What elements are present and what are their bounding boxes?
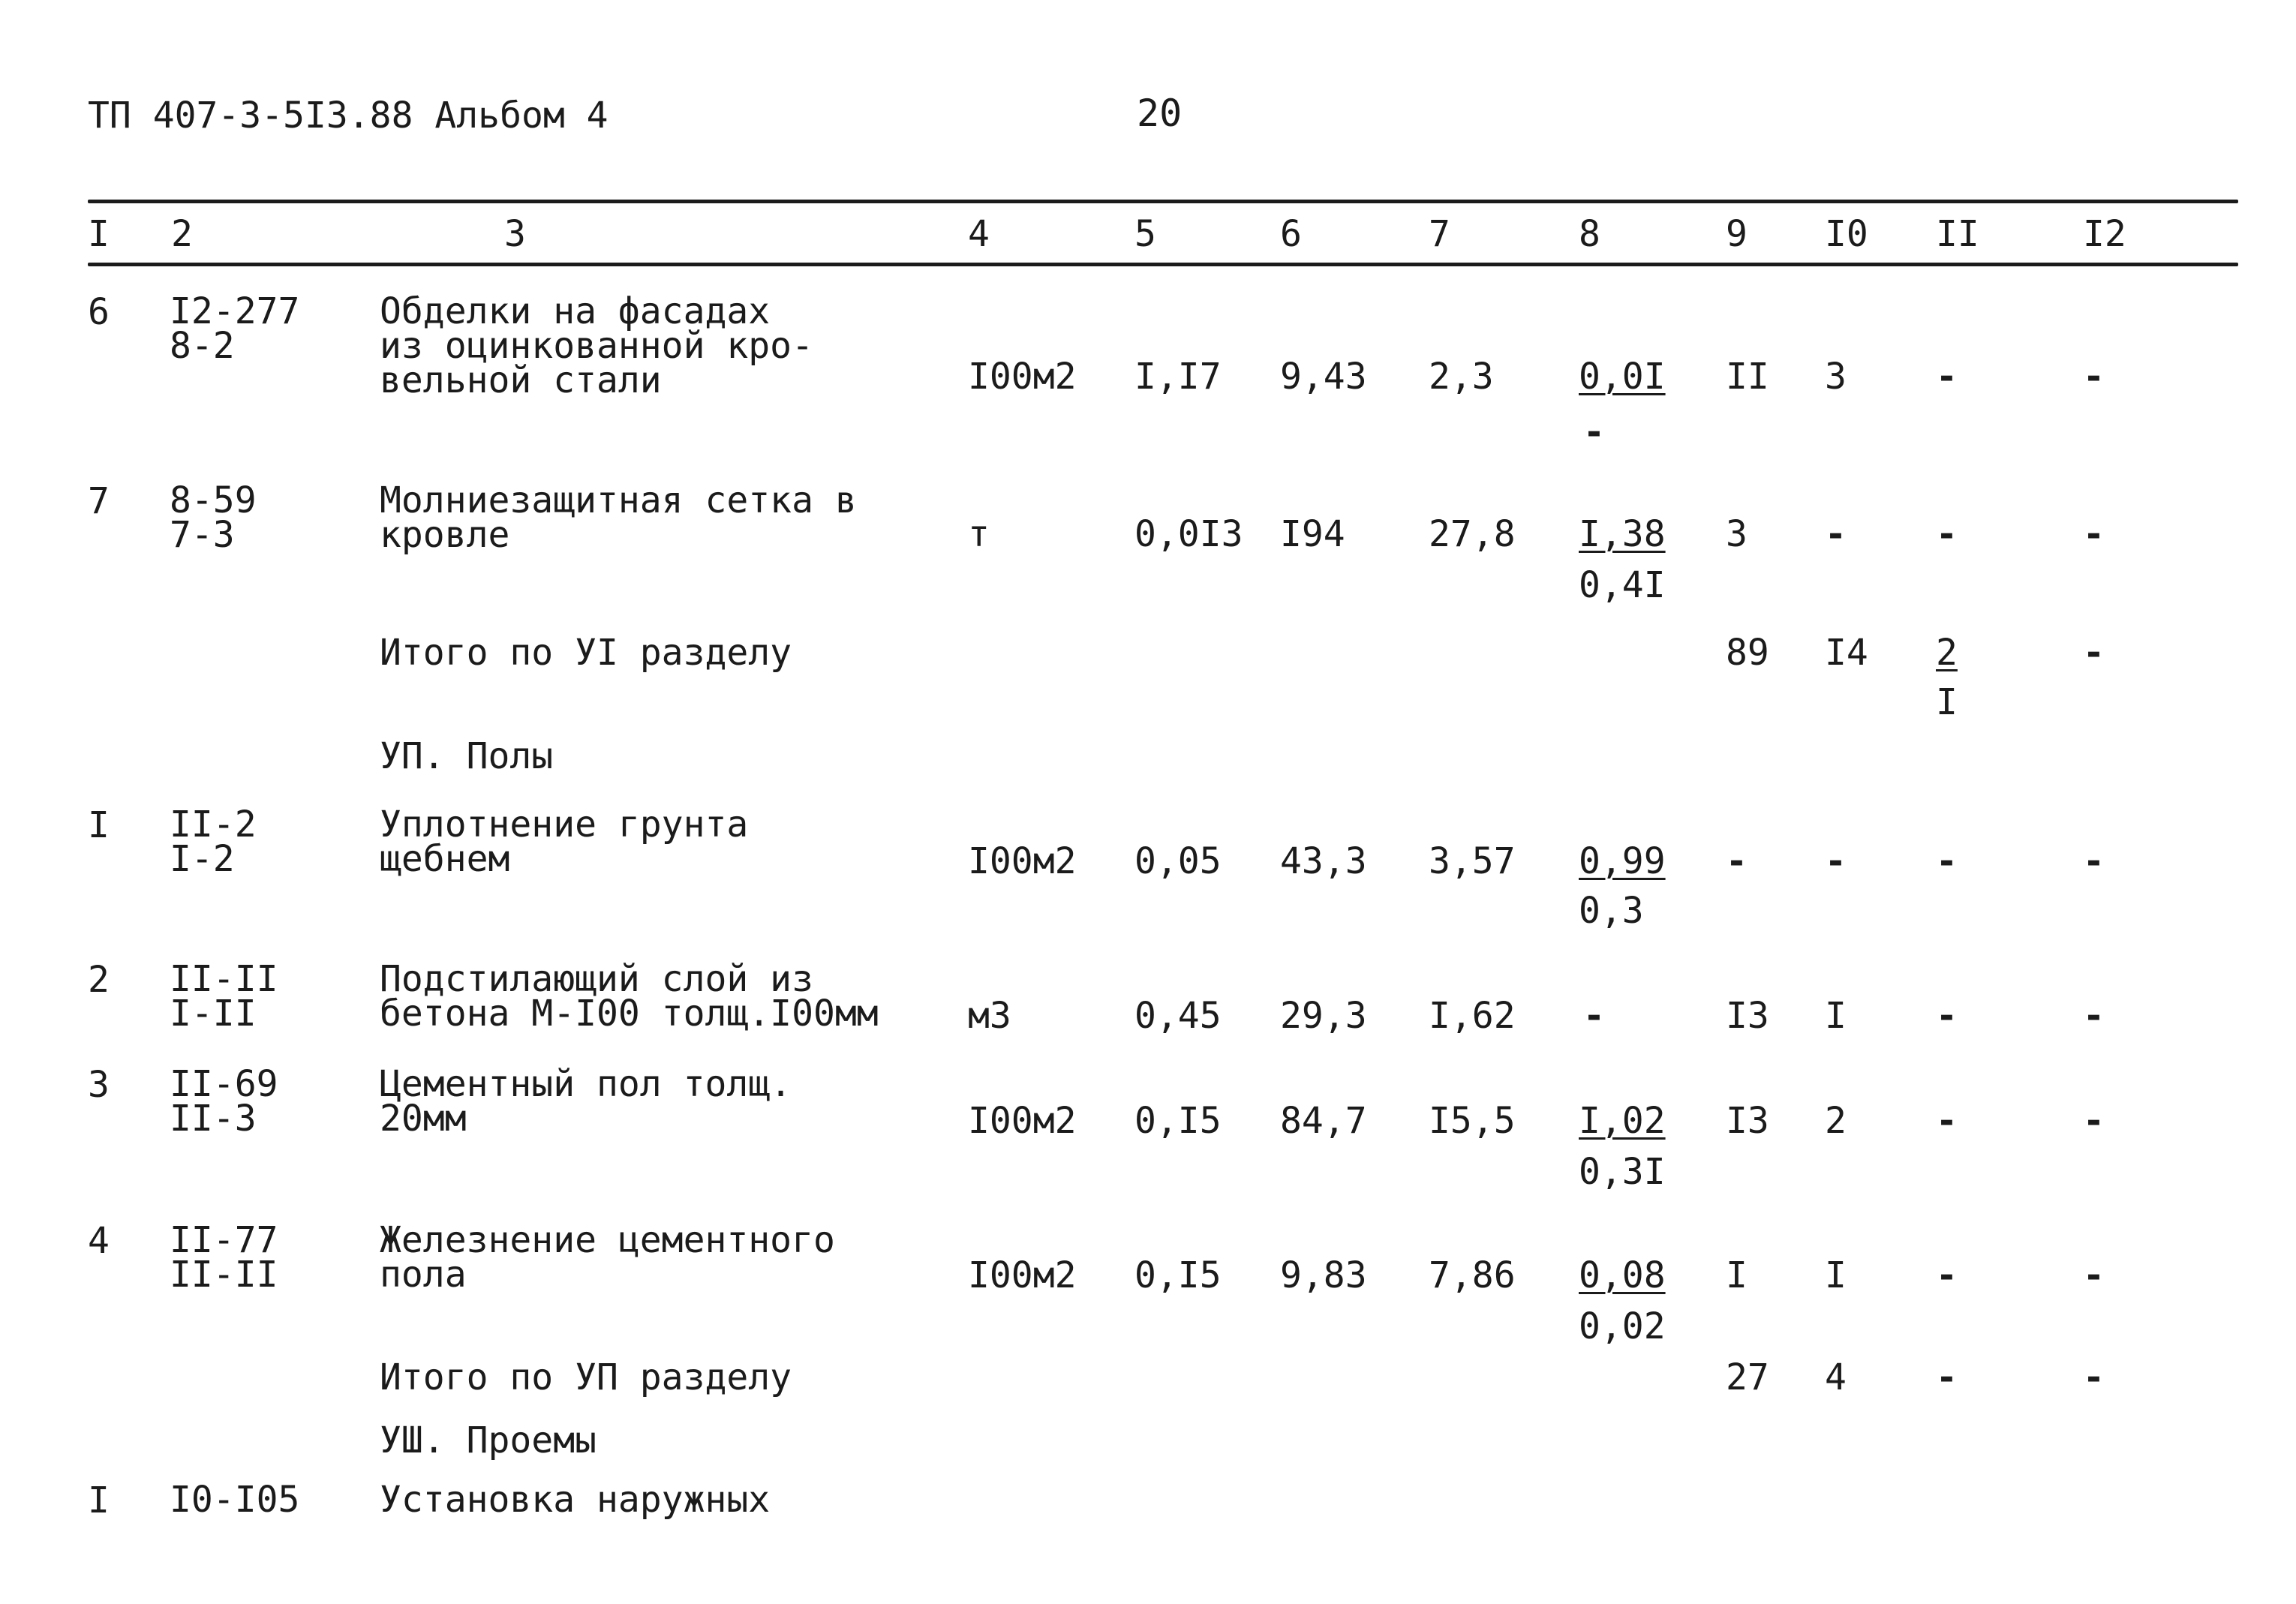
cell-12: - (2083, 995, 2105, 1037)
cell-6: 84,7 (1280, 1100, 1367, 1142)
cell-11: - (1936, 1100, 1958, 1142)
column-header: 7 (1429, 213, 1450, 255)
cell-11: - (1936, 995, 1958, 1037)
cell-8-top: 0,08 (1579, 1254, 1666, 1296)
row-number: 4 (88, 1220, 110, 1262)
unit: т (968, 513, 990, 555)
table-top-rule (88, 200, 2238, 203)
cell-9: I (1726, 1254, 1748, 1296)
cell-11: - (1936, 840, 1958, 882)
cell-12: - (2083, 840, 2105, 882)
cell-12: - (2083, 1254, 2105, 1296)
cell-5: 0,I5 (1134, 1100, 1222, 1142)
section-heading: УШ. Проемы (380, 1419, 597, 1461)
cell-5: I,I7 (1134, 356, 1222, 398)
cell-11: - (1936, 1356, 1958, 1398)
unit: I00м2 (968, 1100, 1077, 1142)
norm-code: II-77 II-II (170, 1219, 278, 1296)
cell-11-bottom: I (1936, 681, 1958, 723)
cell-8-top: 0,0I (1579, 356, 1666, 398)
column-header: 8 (1579, 213, 1600, 255)
cell-9: I3 (1726, 1100, 1769, 1142)
work-name: Уплотнение грунта щебнем (380, 804, 749, 880)
cell-9: II (1726, 356, 1769, 398)
cell-6: 9,43 (1280, 356, 1367, 398)
cell-6: 9,83 (1280, 1254, 1367, 1296)
norm-code: I2-277 8-2 (170, 290, 300, 367)
cell-9: - (1726, 840, 1748, 882)
cell-10: - (1825, 840, 1847, 882)
column-header: 2 (171, 213, 193, 255)
cell-7: 7,86 (1429, 1254, 1516, 1296)
cell-10: - (1825, 513, 1847, 555)
column-header: 9 (1726, 213, 1748, 255)
cell-10: I (1825, 1254, 1847, 1296)
work-name: Цементный пол толщ. 20мм (380, 1063, 792, 1140)
work-name: Установка наружных (380, 1479, 771, 1521)
cell-7: 2,3 (1429, 356, 1494, 398)
unit: I00м2 (968, 356, 1077, 398)
work-name: Железнение цементного пола (380, 1219, 835, 1296)
cell-9: 89 (1726, 632, 1769, 674)
cell-5: 0,05 (1134, 840, 1222, 882)
row-number: 2 (88, 959, 110, 1001)
cell-9: 27 (1726, 1356, 1769, 1398)
cell-10: 4 (1825, 1356, 1847, 1398)
cell-11-top: 2 (1936, 632, 1958, 674)
norm-code: I0-I05 (170, 1479, 300, 1521)
cell-8-top: I,38 (1579, 513, 1666, 555)
norm-code: II-2 I-2 (170, 804, 257, 880)
column-header: 4 (968, 213, 990, 255)
row-number: 6 (88, 291, 110, 333)
row-number: I (88, 804, 110, 846)
column-header: 3 (504, 213, 526, 255)
cell-12: - (2083, 356, 2105, 398)
cell-12: - (2083, 513, 2105, 555)
row-number: 3 (88, 1064, 110, 1106)
cell-12: - (2083, 1100, 2105, 1142)
cell-6: 29,3 (1280, 995, 1367, 1037)
cell-10: I4 (1825, 632, 1868, 674)
row-number: 7 (88, 480, 110, 522)
column-header: I (88, 213, 110, 255)
cell-8-bottom: - (1583, 411, 1605, 453)
row-number: I (88, 1479, 110, 1521)
column-header: 6 (1280, 213, 1302, 255)
cell-11: - (1936, 1254, 1958, 1296)
norm-code: II-II I-II (170, 958, 278, 1035)
unit: I00м2 (968, 1254, 1077, 1296)
cell-10: 2 (1825, 1100, 1847, 1142)
work-name: Молниезащитная сетка в кровле (380, 479, 857, 556)
cell-10: I (1825, 995, 1847, 1037)
cell-7: 3,57 (1429, 840, 1516, 882)
cell-9: 3 (1726, 513, 1748, 555)
column-header: II (1936, 213, 1979, 255)
work-name: Подстилающий слой из бетона М-I00 толщ.I00мм (380, 958, 879, 1035)
document-code: ТП 407-3-5I3.88 Альбом 4 (88, 95, 609, 137)
cell-11: - (1936, 513, 1958, 555)
cell-11: - (1936, 356, 1958, 398)
cell-12: - (2083, 1356, 2105, 1398)
cell-10: 3 (1825, 356, 1847, 398)
cell-6: 43,3 (1280, 840, 1367, 882)
cell-7: I5,5 (1429, 1100, 1516, 1142)
column-header: 5 (1134, 213, 1156, 255)
norm-code: 8-59 7-3 (170, 479, 257, 556)
work-name: Обделки на фасадах из оцинкованной кро- вельной стали (380, 290, 813, 401)
column-header: I0 (1825, 213, 1868, 255)
total-label: Итого по УI разделу (380, 632, 792, 674)
unit: I00м2 (968, 840, 1077, 882)
cell-8-top: I,02 (1579, 1100, 1666, 1142)
norm-code: II-69 II-3 (170, 1063, 278, 1140)
cell-6: I94 (1280, 513, 1345, 555)
cell-7: 27,8 (1429, 513, 1516, 555)
cell-5: 0,45 (1134, 995, 1222, 1037)
cell-8-top: 0,99 (1579, 840, 1666, 882)
cell-5: 0,0I3 (1134, 513, 1243, 555)
cell-12: - (2083, 632, 2105, 674)
table-header-rule (88, 263, 2238, 266)
total-label: Итого по УП разделу (380, 1356, 792, 1398)
cell-7: I,62 (1429, 995, 1516, 1037)
cell-5: 0,I5 (1134, 1254, 1222, 1296)
page-number: 20 (1137, 92, 1183, 135)
unit: м3 (968, 995, 1011, 1037)
cell-8-bottom: 0,02 (1579, 1305, 1666, 1347)
cell-8: - (1583, 995, 1605, 1037)
cell-8-bottom: 0,4I (1579, 564, 1666, 606)
cell-9: I3 (1726, 995, 1769, 1037)
cell-8-bottom: 0,3I (1579, 1151, 1666, 1193)
section-heading: УП. Полы (380, 735, 554, 777)
column-header: I2 (2083, 213, 2126, 255)
cell-8-bottom: 0,3 (1579, 890, 1644, 932)
